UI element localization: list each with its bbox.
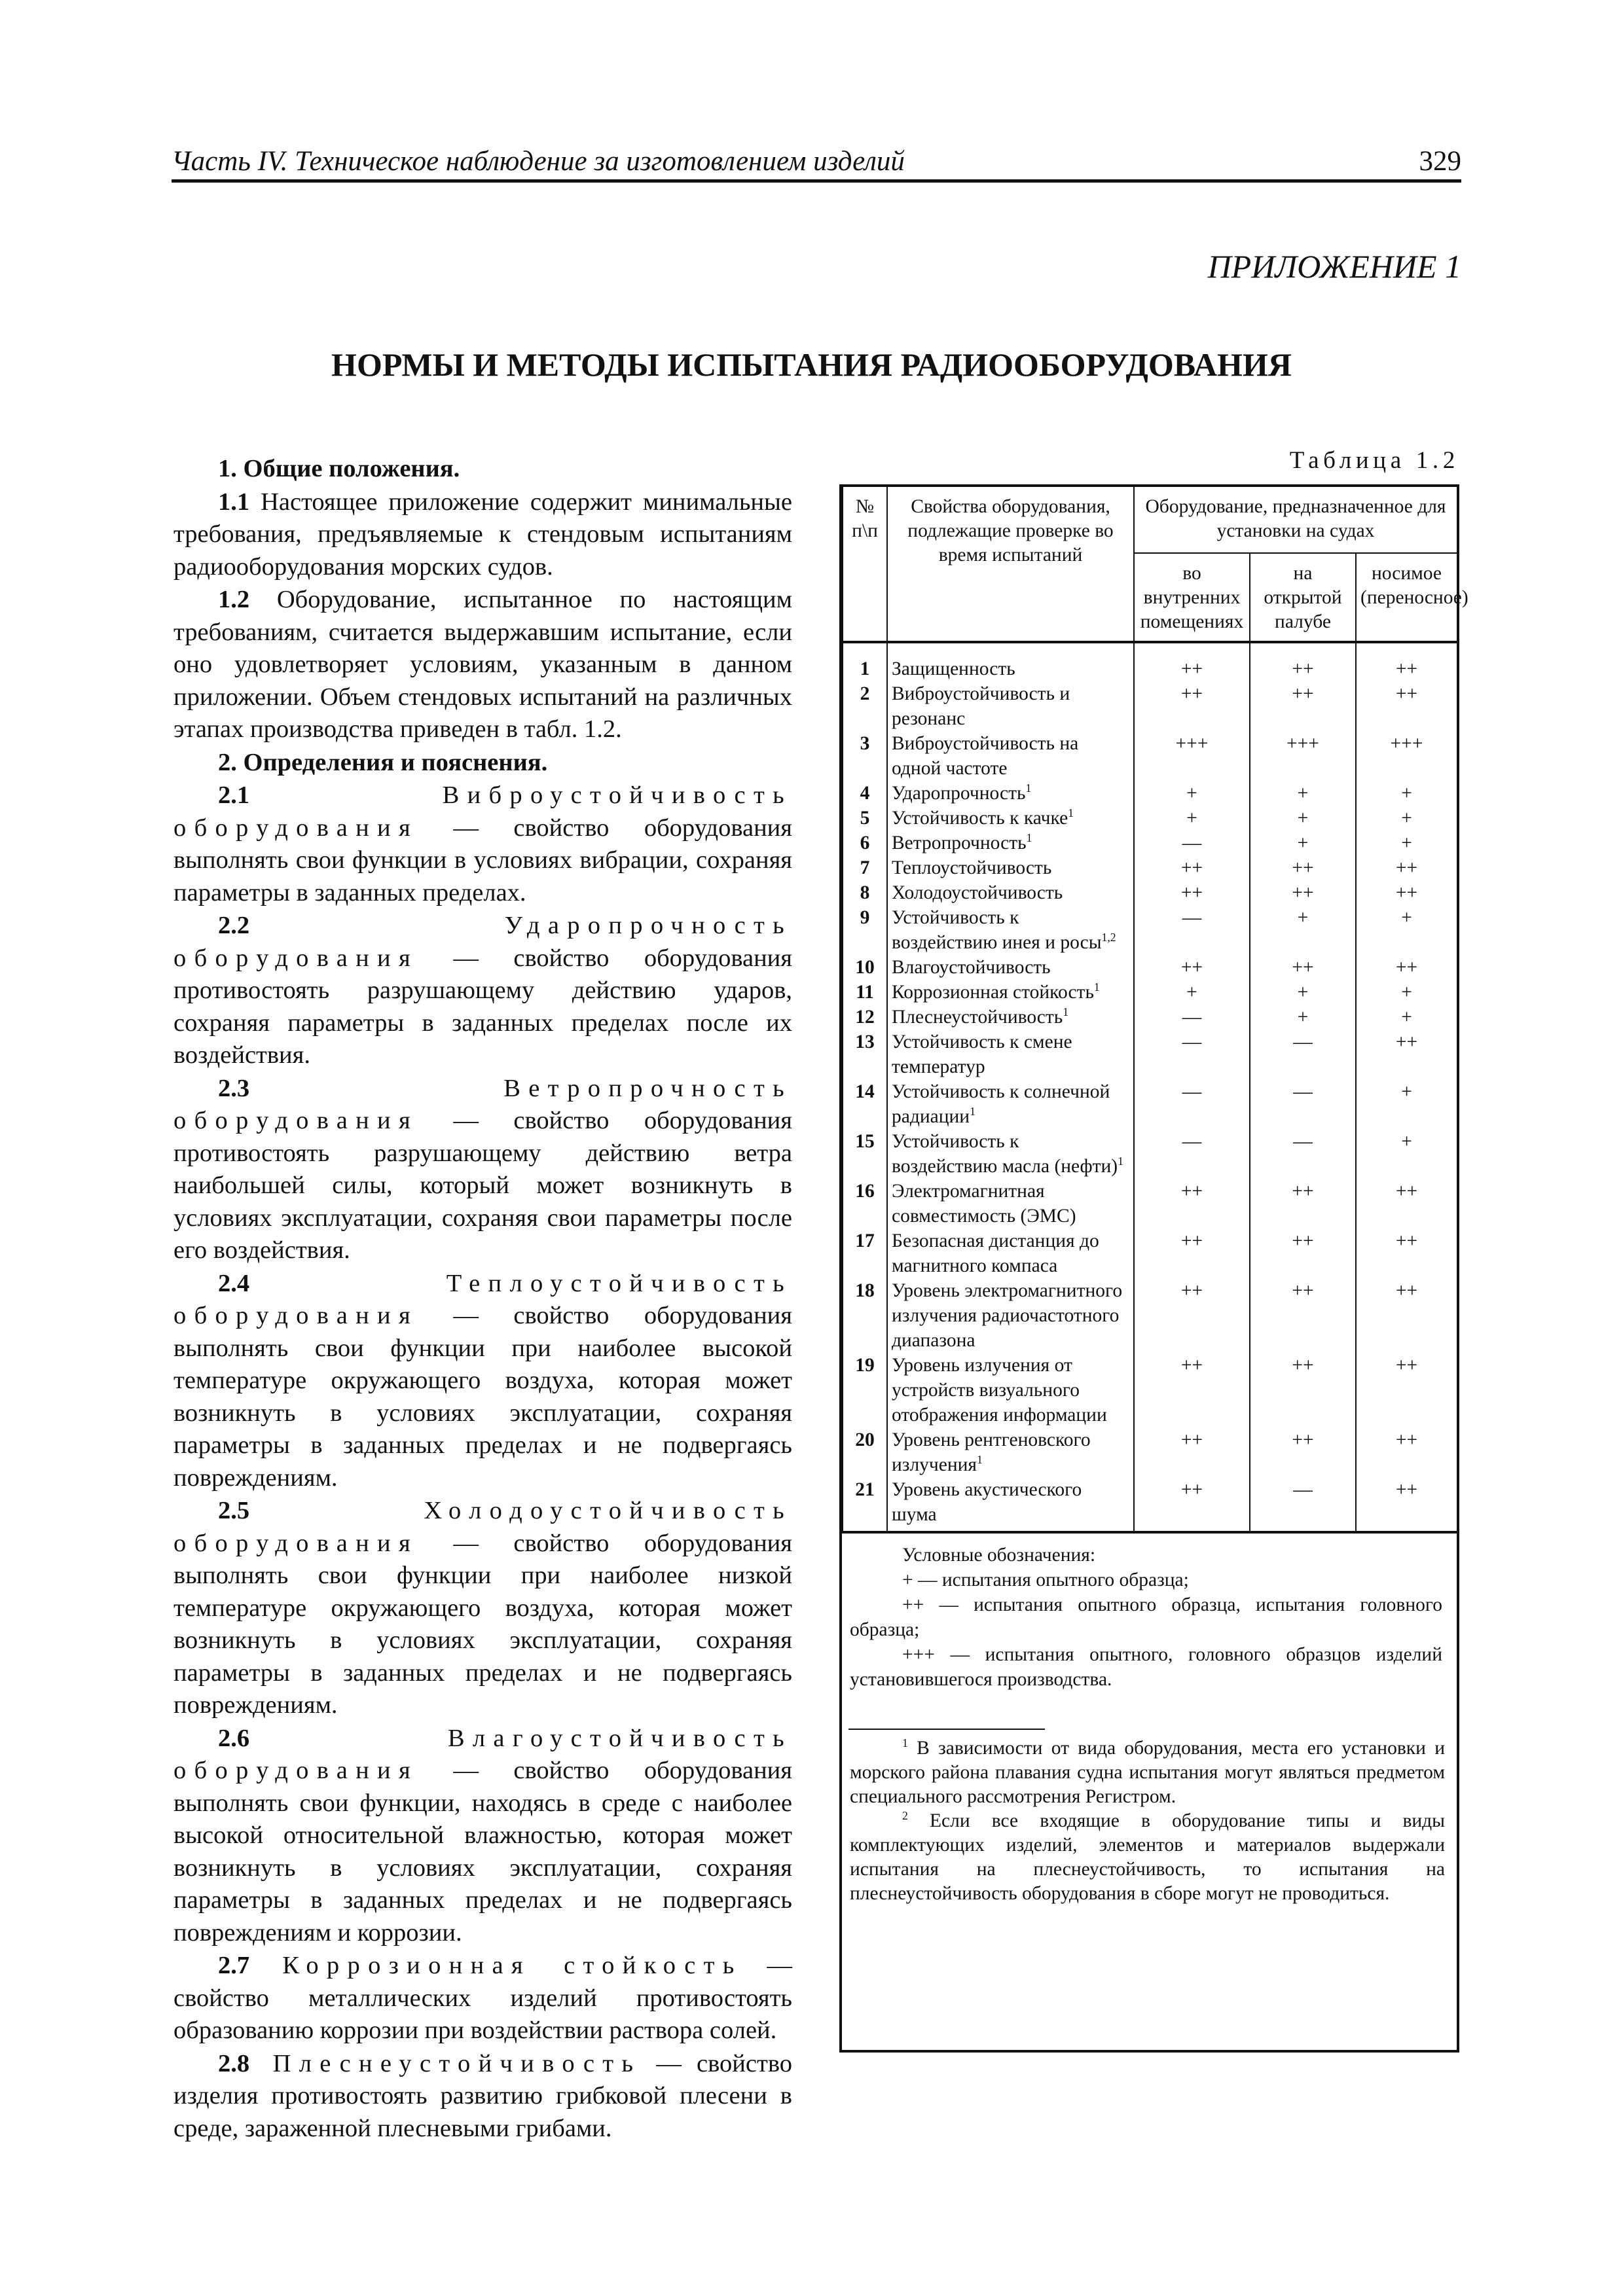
- paragraph-2-1: 2.1 Виброустойчивость оборудования — свойство оборудования выполнять свои функции в условиях вибрации, сохраняя параметры в заданных пределах.: [173, 781, 792, 906]
- mark-portable: ++: [1356, 642, 1457, 681]
- row-number: 7: [843, 855, 887, 880]
- row-property: Виброустойчивость на одной частоте: [887, 731, 1134, 781]
- mark-open-deck: —: [1250, 1129, 1356, 1179]
- mark-indoor: ++: [1134, 1278, 1250, 1353]
- row-property: Устойчивость к солнечной радиации$^1$: [887, 1079, 1134, 1129]
- table-row: [843, 831, 1457, 855]
- mark-portable: ++: [1356, 955, 1457, 980]
- row-number: 2: [843, 681, 887, 731]
- row-number: 6: [843, 831, 887, 855]
- mark-indoor: ++: [1134, 1229, 1250, 1278]
- row-property: Плеснеустойчивость$^1$: [887, 1005, 1134, 1030]
- mark-indoor: ++: [1134, 880, 1250, 905]
- row-number: 14: [843, 1079, 887, 1129]
- row-number: 19: [843, 1353, 887, 1427]
- table-row: [843, 1179, 1457, 1229]
- appendix-label: ПРИЛОЖЕНИЕ 1: [1207, 248, 1461, 285]
- table-row: [843, 980, 1457, 1005]
- mark-indoor: ++: [1134, 642, 1250, 681]
- header-indoor: во внутренних помещениях: [1134, 553, 1250, 642]
- row-number: 12: [843, 1005, 887, 1030]
- row-number: 18: [843, 1278, 887, 1353]
- table-row: [843, 1477, 1457, 1532]
- paragraph-2-6: 2.6 Влагоустойчивость оборудования — свойство оборудования выполнять свои функции, находясь в среде с наиболее высокой относительной влажностью, которая может возникнуть в условиях эксплуатации, сохраняя параметры в заданных пределах и не подвергаясь повреждениям и коррозии.: [173, 1724, 792, 1946]
- row-property: Уровень излучения от устройств визуального отображения информации: [887, 1353, 1134, 1427]
- page-header: [172, 145, 1461, 183]
- legend-item: + — испытания опытного образца;: [902, 1570, 1189, 1590]
- mark-portable: ++: [1356, 880, 1457, 905]
- row-property: Уровень рентгеновского излучения$^1$: [887, 1427, 1134, 1477]
- table-row: [843, 781, 1457, 806]
- mark-open-deck: +: [1250, 980, 1356, 1005]
- mark-open-deck: +: [1250, 781, 1356, 806]
- mark-open-deck: ++: [1250, 1353, 1356, 1427]
- mark-portable: +: [1356, 1129, 1457, 1179]
- properties-table-frame: [839, 484, 1468, 2053]
- table-row: [843, 1079, 1457, 1129]
- row-number: 15: [843, 1129, 887, 1179]
- paragraph-2-4: 2.4 Теплоустойчивость оборудования — свойство оборудования выполнять свои функции при наиболее высокой температуре окружающего воздуха, которая может возникнуть в условиях эксплуатации, сохраняя параметры в заданных пределах и не подвергаясь повреждениям.: [173, 1269, 792, 1492]
- mark-indoor: ++: [1134, 1427, 1250, 1477]
- table-row: [843, 1353, 1457, 1427]
- mark-indoor: +: [1134, 980, 1250, 1005]
- mark-open-deck: —: [1250, 1030, 1356, 1079]
- mark-portable: ++: [1356, 1179, 1457, 1229]
- table-body: [843, 642, 1457, 1532]
- table-row: [843, 1229, 1457, 1278]
- row-number: 9: [843, 905, 887, 955]
- paragraph-2-8: 2.8 Плеснеустойчивость — свойство изделия противостоять развитию грибковой плесени в среде, зараженной плесневыми грибами.: [173, 2049, 792, 2142]
- row-property: Ударопрочность$^1$: [887, 781, 1134, 806]
- mark-indoor: —: [1134, 1005, 1250, 1030]
- row-number: 11: [843, 980, 887, 1005]
- page-number: 329: [1419, 146, 1461, 177]
- mark-portable: +: [1356, 781, 1457, 806]
- row-property: Уровень электромагнитного излучения радиочастотного диапазона: [887, 1278, 1134, 1353]
- table-row: [843, 905, 1457, 955]
- row-number: 1: [843, 642, 887, 681]
- mark-portable: +: [1356, 831, 1457, 855]
- running-title: Часть IV. Техническое наблюдение за изготовлением изделий: [172, 146, 905, 177]
- table-row: [843, 681, 1457, 731]
- row-number: 8: [843, 880, 887, 905]
- body-text: [173, 453, 792, 2145]
- document-title: НОРМЫ И МЕТОДЫ ИСПЫТАНИЯ РАДИООБОРУДОВАНИЯ: [331, 346, 1292, 383]
- legend-item: ++ — испытания опытного образца, испытания головного образца;: [850, 1594, 1442, 1640]
- table-row: [843, 731, 1457, 781]
- section-2-title: 2. Определения и пояснения.: [218, 748, 548, 776]
- mark-portable: ++: [1356, 1030, 1457, 1079]
- mark-indoor: —: [1134, 831, 1250, 855]
- header-number: № п\п: [843, 487, 887, 642]
- row-property: Защищенность: [887, 642, 1134, 681]
- row-property: Устойчивость к воздействию масла (нефти)$^1$: [887, 1129, 1134, 1179]
- header-property: Свойства оборудования, подлежащие проверке во время испытаний: [887, 487, 1134, 642]
- row-number: 4: [843, 781, 887, 806]
- mark-indoor: —: [1134, 1079, 1250, 1129]
- footnotes: [842, 1730, 1457, 1906]
- table-row: [843, 880, 1457, 905]
- mark-open-deck: ++: [1250, 1229, 1356, 1278]
- row-property: Устойчивость к качке$^1$: [887, 806, 1134, 831]
- mark-portable: ++: [1356, 681, 1457, 731]
- row-property: Устойчивость к смене температур: [887, 1030, 1134, 1079]
- footnote-2: $^2$ Если все входящие в оборудование типы и виды комплектующих изделий, элементов и материалов выдержали испытания на плеснеустойчивость, то испытания на плеснеустойчивость оборудования в сборе могут не проводиться.: [850, 1809, 1445, 1904]
- row-property: Влагоустойчивость: [887, 955, 1134, 980]
- mark-portable: +++: [1356, 731, 1457, 781]
- row-number: 3: [843, 731, 887, 781]
- table-row: [843, 806, 1457, 831]
- mark-portable: ++: [1356, 1229, 1457, 1278]
- mark-open-deck: ++: [1250, 855, 1356, 880]
- header-open-deck: на открытой палубе: [1250, 553, 1356, 642]
- footnote-1: $^1$ В зависимости от вида оборудования, места его установки и морского района плавания судна испытания могут являться предметом специального рассмотрения Регистром.: [850, 1736, 1445, 1807]
- table-row: [843, 1129, 1457, 1179]
- mark-portable: +: [1356, 806, 1457, 831]
- table-row: [843, 1030, 1457, 1079]
- mark-portable: ++: [1356, 1353, 1457, 1427]
- row-number: 5: [843, 806, 887, 831]
- mark-portable: +: [1356, 980, 1457, 1005]
- mark-portable: +: [1356, 905, 1457, 955]
- mark-open-deck: ++: [1250, 1179, 1356, 1229]
- mark-indoor: ++: [1134, 1353, 1250, 1427]
- row-number: 17: [843, 1229, 887, 1278]
- mark-indoor: —: [1134, 1030, 1250, 1079]
- paragraph-2-3: 2.3 Ветропрочность оборудования — свойство оборудования противостоять разрушающему действию ветра наибольшей силы, который может возникнуть в условиях эксплуатации, сохраняя свои параметры после его воздействия.: [173, 1074, 792, 1264]
- mark-indoor: ++: [1134, 955, 1250, 980]
- mark-open-deck: +: [1250, 1005, 1356, 1030]
- row-number: 10: [843, 955, 887, 980]
- mark-open-deck: ++: [1250, 642, 1356, 681]
- row-property: Холодоустойчивость: [887, 880, 1134, 905]
- paragraph-1-2: 1.2 Оборудование, испытанное по настоящим требованиям, считается выдержавшим испытание, если оно удовлетворяет условиям, указанным в данном приложении. Объем стендовых испытаний на различных этапах производства приведен в табл. 1.2.: [173, 586, 792, 743]
- table-row: [843, 1427, 1457, 1477]
- row-property: Устойчивость к воздействию инея и росы$^{1,2}$: [887, 905, 1134, 955]
- mark-indoor: +: [1134, 781, 1250, 806]
- mark-portable: +: [1356, 1005, 1457, 1030]
- paragraph-1-1: 1.1 Настоящее приложение содержит минимальные требования, предъявляемые к стендовым испытаниям радиооборудования морских судов.: [173, 488, 792, 581]
- mark-indoor: +: [1134, 806, 1250, 831]
- mark-portable: ++: [1356, 1477, 1457, 1532]
- table-row: [843, 855, 1457, 880]
- table-row: [843, 642, 1457, 681]
- mark-indoor: ++: [1134, 1477, 1250, 1532]
- mark-portable: ++: [1356, 855, 1457, 880]
- mark-portable: ++: [1356, 1278, 1457, 1353]
- row-property: Ветропрочность$^1$: [887, 831, 1134, 855]
- properties-table: [842, 487, 1468, 1534]
- row-property: Виброустойчивость и резонанс: [887, 681, 1134, 731]
- mark-open-deck: —: [1250, 1477, 1356, 1532]
- row-property: Электромагнитная совместимость (ЭМС): [887, 1179, 1134, 1229]
- row-property: Уровень акустического шума: [887, 1477, 1134, 1532]
- mark-open-deck: —: [1250, 1079, 1356, 1129]
- header-portable: носимое (переносное): [1356, 553, 1457, 642]
- mark-open-deck: +: [1250, 905, 1356, 955]
- mark-portable: +: [1356, 1079, 1457, 1129]
- table-row: [843, 1278, 1457, 1353]
- row-number: 13: [843, 1030, 887, 1079]
- mark-open-deck: +++: [1250, 731, 1356, 781]
- mark-open-deck: ++: [1250, 955, 1356, 980]
- mark-indoor: ++: [1134, 1179, 1250, 1229]
- mark-open-deck: +: [1250, 831, 1356, 855]
- row-property: Безопасная дистанция до магнитного компаса: [887, 1229, 1134, 1278]
- paragraph-2-2: 2.2 Ударопрочность оборудования — свойство оборудования противостоять разрушающему действию ударов, сохраняя параметры в заданных пределах после их воздействия.: [173, 912, 792, 1069]
- row-number: 20: [843, 1427, 887, 1477]
- legend: [842, 1534, 1457, 1692]
- mark-open-deck: ++: [1250, 880, 1356, 905]
- table-label: Таблица 1.2: [1289, 447, 1459, 474]
- mark-open-deck: ++: [1250, 1278, 1356, 1353]
- mark-indoor: ++: [1134, 855, 1250, 880]
- section-1-title: 1. Общие положения.: [218, 455, 460, 482]
- paragraph-2-7: 2.7 Коррозионная стойкость — свойство металлических изделий противостоять образованию коррозии при воздействии раствора солей.: [173, 1952, 792, 2044]
- row-property: Теплоустойчивость: [887, 855, 1134, 880]
- mark-open-deck: ++: [1250, 681, 1356, 731]
- mark-indoor: —: [1134, 1129, 1250, 1179]
- row-number: 16: [843, 1179, 887, 1229]
- mark-open-deck: ++: [1250, 1427, 1356, 1477]
- header-equipment-group: Оборудование, предназначенное для установки на судах: [1134, 487, 1457, 553]
- mark-indoor: ++: [1134, 681, 1250, 731]
- legend-item: +++ — испытания опытного, головного образцов изделий установившегося производства.: [850, 1644, 1442, 1690]
- mark-indoor: —: [1134, 905, 1250, 955]
- mark-open-deck: +: [1250, 806, 1356, 831]
- row-number: 21: [843, 1477, 887, 1532]
- mark-portable: ++: [1356, 1427, 1457, 1477]
- row-property: Коррозионная стойкость$^1$: [887, 980, 1134, 1005]
- mark-indoor: +++: [1134, 731, 1250, 781]
- table-row: [843, 955, 1457, 980]
- paragraph-2-5: 2.5 Холодоустойчивость оборудования — свойство оборудования выполнять свои функции при наиболее низкой температуре окружающего воздуха, которая может возникнуть в условиях эксплуатации, сохраняя параметры в заданных пределах и не подвергаясь повреждениям.: [173, 1497, 792, 1719]
- legend-title: Условные обозначения:: [902, 1545, 1096, 1566]
- table-row: [843, 1005, 1457, 1030]
